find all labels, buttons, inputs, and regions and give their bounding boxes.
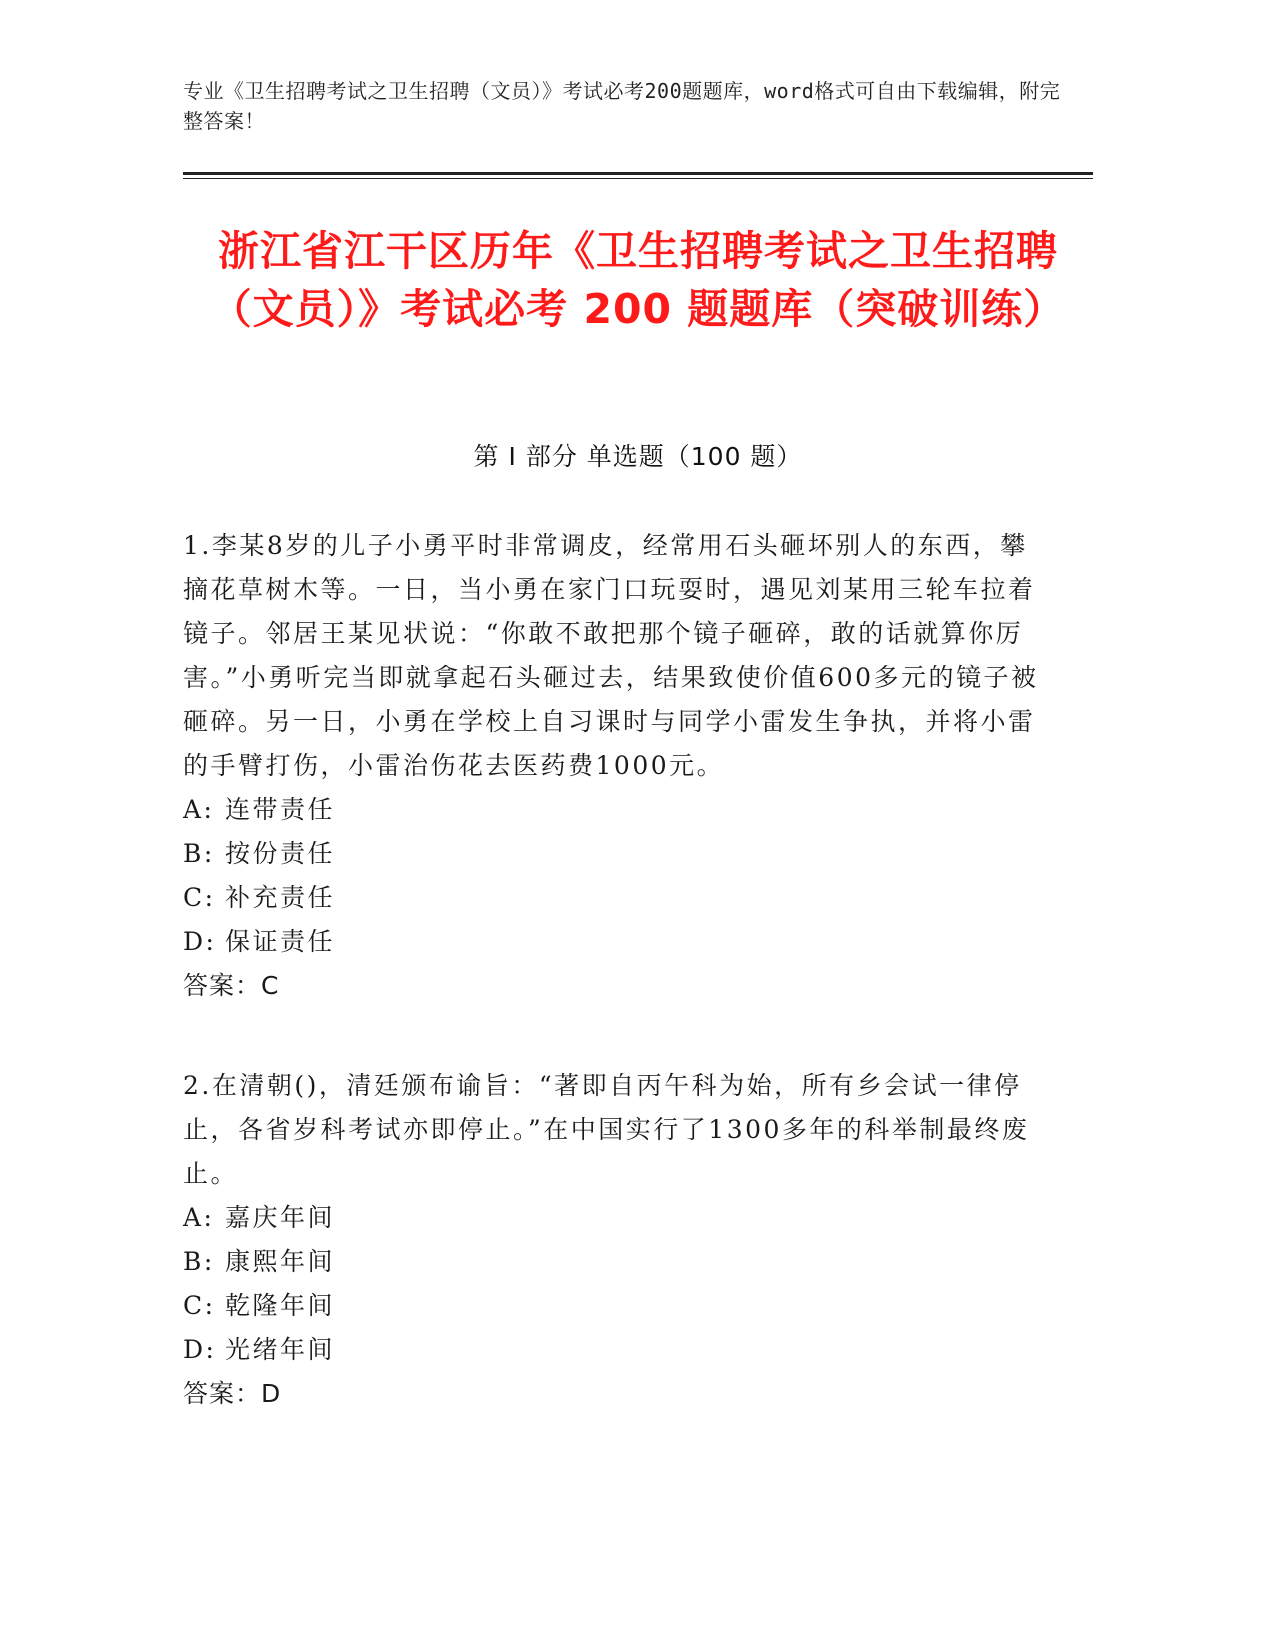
option-label: 光绪年间 xyxy=(225,1335,336,1364)
question-text: 1.李某8岁的儿子小勇平时非常调皮，经常用石头砸坏别人的东西，攀摘花草树木等。一日，当小勇在家门口玩耍时，遇见刘某用三轮车拉着镜子。邻居王某见状说：“你敢不敢把那个镜子砸碎，敢的话就算你厉害。”小勇听完当即就拿起石头砸过去，结果致使价值600多元的镜子被砸碎。另一日，小勇在学校上自习课时与同学小雷发生争执，并将小雷的手臂打伤，小雷治伤花去医药费1000元。 xyxy=(183,531,1039,780)
option-a xyxy=(183,1196,1043,1240)
option-c xyxy=(183,876,1043,920)
question-1 xyxy=(183,524,1043,1008)
option-label: 康熙年间 xyxy=(225,1247,336,1276)
option-a xyxy=(183,788,1043,832)
option-key: B: xyxy=(183,839,215,868)
option-d xyxy=(183,920,1043,964)
document-title: 浙江省江干区历年《卫生招聘考试之卫生招聘（文员）》考试必考 200 题题库（突破训练） xyxy=(210,227,1066,333)
option-label: 嘉庆年间 xyxy=(225,1203,336,1232)
option-label: 保证责任 xyxy=(225,927,336,956)
header-rule-thin xyxy=(183,178,1093,179)
option-key: A: xyxy=(183,795,215,824)
question-text: 2.在清朝()，清廷颁布谕旨：“著即自丙午科为始，所有乡会试一律停止，各省岁科考试亦即停止。”在中国实行了1300多年的科举制最终废止。 xyxy=(183,1071,1030,1188)
header-rule-thick xyxy=(183,172,1093,175)
option-b xyxy=(183,1240,1043,1284)
section-title: 第 I 部分 单选题（100 题） xyxy=(473,442,803,471)
option-key: D: xyxy=(183,1335,217,1364)
header-note: 专业《卫生招聘考试之卫生招聘（文员）》考试必考200题题库，word格式可自由下载编辑，附完整答案！ xyxy=(183,79,1061,133)
question-2 xyxy=(183,1064,1043,1416)
option-label: 补充责任 xyxy=(225,883,336,912)
option-label: 乾隆年间 xyxy=(225,1291,336,1320)
option-key: A: xyxy=(183,1203,215,1232)
option-key: C: xyxy=(183,1291,216,1320)
option-c xyxy=(183,1284,1043,1328)
option-d xyxy=(183,1328,1043,1372)
answer: 答案：D xyxy=(183,1379,282,1408)
option-b xyxy=(183,832,1043,876)
answer: 答案：C xyxy=(183,971,280,1000)
option-key: B: xyxy=(183,1247,215,1276)
option-label: 按份责任 xyxy=(225,839,336,868)
option-key: C: xyxy=(183,883,216,912)
option-key: D: xyxy=(183,927,217,956)
option-label: 连带责任 xyxy=(225,795,336,824)
